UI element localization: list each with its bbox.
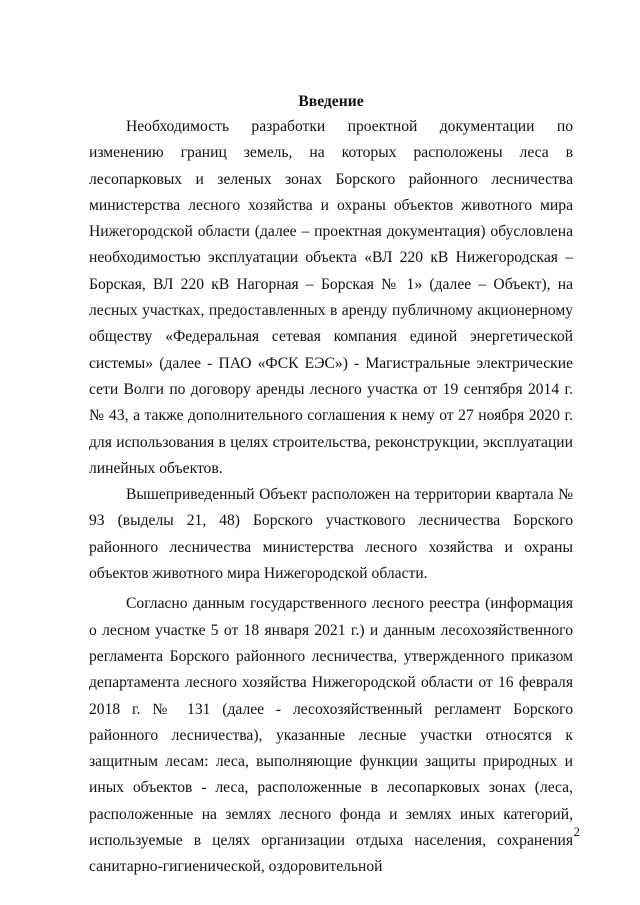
paragraph-1: Необходимость разработки проектной документации по изменению границ земель, на которых расположены леса в лесопарковых и зеленых зонах Борского районного лесничества министерства лесного хозяйства и охраны объектов животного мира Нижегородской области (далее – проектная документация) обусловлена необходимостью эксплуатации объекта «ВЛ 220 кВ Нижегородская – Борская, ВЛ 220 кВ Нагорная – Борская № 1» (далее – Объект), на лесных участках, предоставленных в аренду публичному акционерному обществу «Федеральная сетевая компания единой энергетической системы» (далее - ПАО «ФСК ЕЭС») - Магистральные электрические сети Волги по договору аренды лесного участка от 19 сентября 2014 г. № 43, а также дополнительного соглашения к нему от 27 ноября 2020 г. для использования в целях строительства, реконструкции, эксплуатации линейных объектов.	[89, 118, 573, 477]
page-number: 2	[573, 824, 580, 839]
paragraph-2: Вышеприведенный Объект расположен на территории квартала № 93 (выделы 21, 48) Борского участкового лесничества Борского районного лесничества министерства лесного хозяйства и охраны объектов животного мира Нижегородской области.	[89, 486, 573, 583]
section-heading: Введение	[298, 93, 364, 110]
document-body	[89, 90, 573, 881]
paragraph-3: Согласно данным государственного лесного реестра (информация о лесном участке 5 от 18 января 2021 г.) и данным лесохозяйственного регламента Борского районного лесничества, утвержденного приказом департамента лесного хозяйства Нижегородской области от 16 февраля 2018 г. № 131 (далее - лесохозяйственный регламент Борского районного лесничества), указанные лесные участки относятся к защитным лесам: леса, выполняющие функции защиты природных и иных объектов - леса, расположенные в лесопарковых зонах (леса, расположенные на землях лесного фонда и землях иных категорий, используемые в целях организации отдыха населения, сохранения санитарно-гигиенической, оздоровительной	[89, 595, 573, 876]
